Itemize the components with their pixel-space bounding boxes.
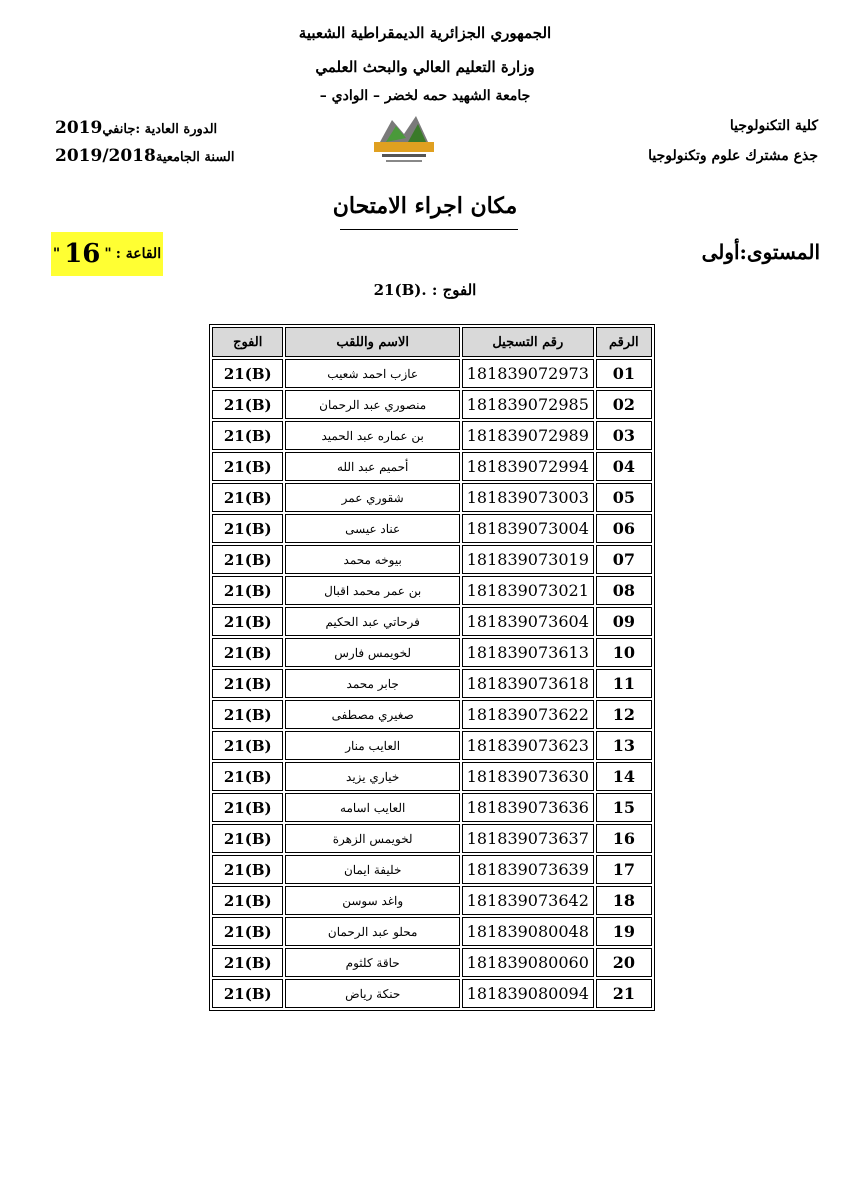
academic-year-label: السنة الجامعية <box>155 150 235 165</box>
student-group: 21(B) <box>212 359 283 388</box>
student-name: واغد سوسن <box>285 886 459 915</box>
row-number: 17 <box>596 855 652 884</box>
table-row <box>212 948 652 977</box>
table-row <box>212 793 652 822</box>
row-number: 08 <box>596 576 652 605</box>
registration-number: 181839072989 <box>462 421 594 450</box>
student-name: شقوري عمر <box>285 483 459 512</box>
group-value: 21(B). <box>373 281 427 299</box>
student-name: صغيري مصطفى <box>285 700 459 729</box>
student-name: بيوخه محمد <box>285 545 459 574</box>
registration-number: 181839073021 <box>462 576 594 605</box>
session-year: 2019 <box>55 118 103 138</box>
registration-number: 181839073604 <box>462 607 594 636</box>
registration-number: 181839073004 <box>462 514 594 543</box>
row-number: 20 <box>596 948 652 977</box>
page-title: مكان اجراء الامتحان <box>332 193 518 219</box>
students-table <box>209 324 655 1011</box>
registration-number: 181839073003 <box>462 483 594 512</box>
row-number: 10 <box>596 638 652 667</box>
student-group: 21(B) <box>212 514 283 543</box>
student-group: 21(B) <box>212 669 283 698</box>
row-number: 21 <box>596 979 652 1008</box>
student-group: 21(B) <box>212 607 283 636</box>
table-row <box>212 979 652 1008</box>
student-group: 21(B) <box>212 390 283 419</box>
table-row <box>212 483 652 512</box>
col-header-group: الفوج <box>212 327 283 357</box>
group-line <box>0 281 850 299</box>
student-name: عناد عيسى <box>285 514 459 543</box>
registration-number: 181839072994 <box>462 452 594 481</box>
registration-number: 181839080060 <box>462 948 594 977</box>
student-group: 21(B) <box>212 793 283 822</box>
common-core-name: جذع مشترك علوم وتكنولوجيا <box>648 148 818 164</box>
student-name: خليفة ايمان <box>285 855 459 884</box>
table-header-row <box>212 327 652 357</box>
col-header-name: الاسم واللقب <box>285 327 459 357</box>
student-name: جابر محمد <box>285 669 459 698</box>
table-row <box>212 669 652 698</box>
student-group: 21(B) <box>212 948 283 977</box>
table-row <box>212 452 652 481</box>
row-number: 06 <box>596 514 652 543</box>
student-name: عازب احمد شعيب <box>285 359 459 388</box>
table-row <box>212 545 652 574</box>
student-group: 21(B) <box>212 731 283 760</box>
session-label: الدورة العادية :جانفي <box>102 122 218 137</box>
row-number: 16 <box>596 824 652 853</box>
student-name: فرحاتي عبد الحكيم <box>285 607 459 636</box>
student-group: 21(B) <box>212 576 283 605</box>
row-number: 01 <box>596 359 652 388</box>
table-row <box>212 855 652 884</box>
registration-number: 181839073019 <box>462 545 594 574</box>
row-number: 13 <box>596 731 652 760</box>
student-name: بن عمر محمد اقبال <box>285 576 459 605</box>
registration-number: 181839073639 <box>462 855 594 884</box>
registration-number: 181839080094 <box>462 979 594 1008</box>
row-number: 05 <box>596 483 652 512</box>
student-group: 21(B) <box>212 762 283 791</box>
university-name: جامعة الشهيد حمه لخضر – الوادي – <box>319 88 531 104</box>
student-group: 21(B) <box>212 700 283 729</box>
row-number: 04 <box>596 452 652 481</box>
student-name: خياري يزيد <box>285 762 459 791</box>
student-name: بن عماره عبد الحميد <box>285 421 459 450</box>
table-row <box>212 886 652 915</box>
registration-number: 181839072985 <box>462 390 594 419</box>
row-number: 02 <box>596 390 652 419</box>
registration-number: 181839073618 <box>462 669 594 698</box>
table-row <box>212 824 652 853</box>
table-row <box>212 638 652 667</box>
registration-number: 181839073613 <box>462 638 594 667</box>
student-name: حاقة كلثوم <box>285 948 459 977</box>
row-number: 09 <box>596 607 652 636</box>
student-group: 21(B) <box>212 421 283 450</box>
student-group: 21(B) <box>212 824 283 853</box>
faculty-name: كلية التكنولوجيا <box>729 118 818 134</box>
row-number: 12 <box>596 700 652 729</box>
table-row <box>212 390 652 419</box>
hall-number: 16 <box>64 239 101 269</box>
student-name: حنكة رياض <box>285 979 459 1008</box>
row-number: 18 <box>596 886 652 915</box>
row-number: 15 <box>596 793 652 822</box>
student-name: محلو عبد الرحمان <box>285 917 459 946</box>
hall-badge <box>51 232 163 276</box>
registration-number: 181839073637 <box>462 824 594 853</box>
academic-year-info <box>55 146 235 166</box>
ministry-name: وزارة التعليم العالي والبحث العلمي <box>315 58 535 76</box>
student-group: 21(B) <box>212 917 283 946</box>
student-name: العايب اسامه <box>285 793 459 822</box>
student-name: منصوري عبد الرحمان <box>285 390 459 419</box>
hall-quote-open: " <box>104 246 112 262</box>
table-row <box>212 917 652 946</box>
hall-label: القاعة : <box>115 246 162 262</box>
session-info <box>55 118 217 138</box>
student-group: 21(B) <box>212 886 283 915</box>
table-row <box>212 421 652 450</box>
student-name: العايب منار <box>285 731 459 760</box>
table-row <box>212 359 652 388</box>
hall-quote-close: " <box>52 246 61 262</box>
col-header-registration: رقم التسجيل <box>462 327 594 357</box>
student-name: أحميم عبد الله <box>285 452 459 481</box>
student-group: 21(B) <box>212 483 283 512</box>
group-label: الفوج : <box>431 281 477 299</box>
student-group: 21(B) <box>212 638 283 667</box>
table-row <box>212 731 652 760</box>
student-group: 21(B) <box>212 855 283 884</box>
table-row <box>212 514 652 543</box>
student-name: لخويمس فارس <box>285 638 459 667</box>
row-number: 03 <box>596 421 652 450</box>
academic-year-value: 2019/2018 <box>55 146 156 166</box>
row-number: 14 <box>596 762 652 791</box>
row-number: 07 <box>596 545 652 574</box>
table-row <box>212 762 652 791</box>
row-number: 11 <box>596 669 652 698</box>
registration-number: 181839073623 <box>462 731 594 760</box>
registration-number: 181839073630 <box>462 762 594 791</box>
row-number: 19 <box>596 917 652 946</box>
student-group: 21(B) <box>212 979 283 1008</box>
registration-number: 181839073622 <box>462 700 594 729</box>
republic-name: الجمهوري الجزائرية الديمقراطية الشعبية <box>298 24 552 42</box>
student-group: 21(B) <box>212 545 283 574</box>
student-group: 21(B) <box>212 452 283 481</box>
title-underline <box>340 229 518 230</box>
student-name: لخويمس الزهرة <box>285 824 459 853</box>
registration-number: 181839073636 <box>462 793 594 822</box>
level-label: المستوى:أولى <box>701 240 820 264</box>
table-row <box>212 700 652 729</box>
table-row <box>212 576 652 605</box>
registration-number: 181839072973 <box>462 359 594 388</box>
table-row <box>212 607 652 636</box>
col-header-number: الرقم <box>596 327 652 357</box>
university-logo-icon <box>372 112 436 168</box>
registration-number: 181839073642 <box>462 886 594 915</box>
registration-number: 181839080048 <box>462 917 594 946</box>
